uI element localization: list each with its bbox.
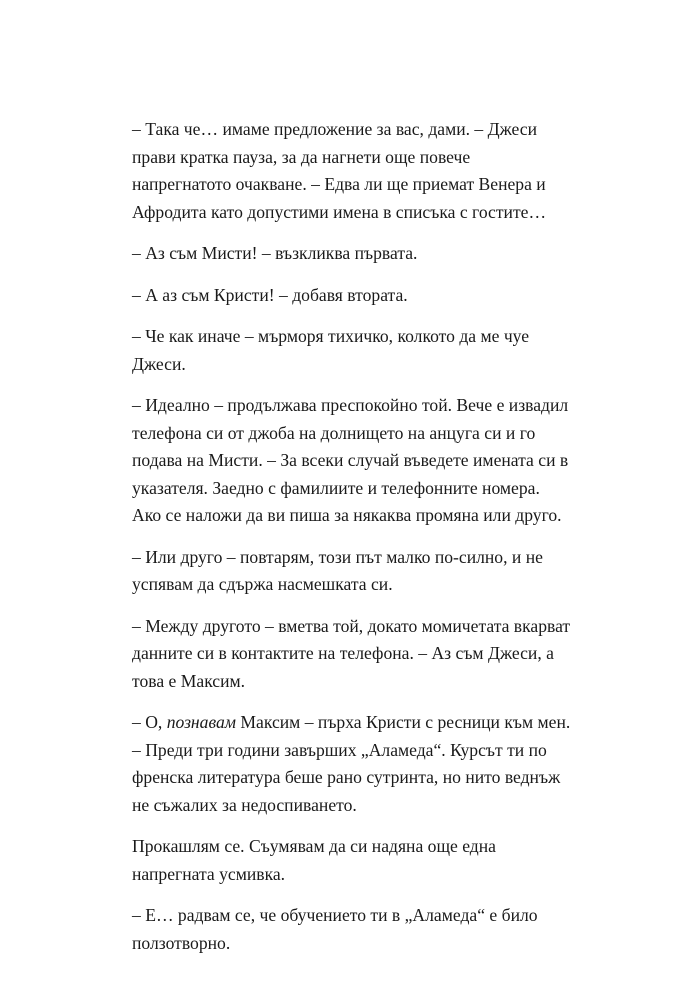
- paragraph-4: – Че как иначе – мърморя тихичко, колкото да ме чуе Джеси.: [132, 326, 530, 374]
- paragraph-8-after: Максим – пърха Кристи с ресници към мен. – Преди три години завърших „Аламеда“. Курсът ти по френска литература беше рано сутринта, но нито веднъж не съжалих за недоспиването.: [132, 712, 571, 815]
- paragraph-8-before: – О,: [132, 712, 167, 732]
- paragraph-5: – Идеално – продължава преспокойно той. Вече е извадил телефона си от джоба на долнището на анцуга си и го подава на Мисти. – За всеки случай въведете имената си в указателя. Заедно с фамилиите и телефонните номера. Ако се наложи да ви пиша за някаква промяна или друго.: [132, 395, 569, 525]
- paragraph-8-italic: познавам: [166, 712, 236, 732]
- page-text: [132, 116, 572, 971]
- paragraph-2: – Аз съм Мисти! – възкликва първата.: [132, 243, 418, 263]
- paragraph-3: – А аз съм Кристи! – добавя втората.: [132, 284, 408, 305]
- paragraph-1: – Така че… имаме предложение за вас, дами. – Джеси прави кратка пауза, за да нагнети още повече напрегнатото очакване. – Едва ли ще приемат Венера и Афродита като допустими имена в списъка с гостите…: [132, 119, 547, 222]
- paragraph-10: – Е… радвам се, че обучението ти в „Аламеда“ е било ползотворно.: [132, 905, 538, 953]
- paragraph-9: Прокашлям се. Съумявам да си надяна още една напрегната усмивка.: [132, 836, 496, 884]
- paragraph-7: – Между другото – вметва той, докато момичетата вкарват данните си в контактите на телефона. – Аз съм Джеси, а това е Максим.: [132, 615, 571, 691]
- paragraph-8: [132, 709, 572, 819]
- paragraph-6: – Или друго – повтарям, този път малко по-силно, и не успявам да сдържа насмешката си.: [132, 546, 543, 594]
